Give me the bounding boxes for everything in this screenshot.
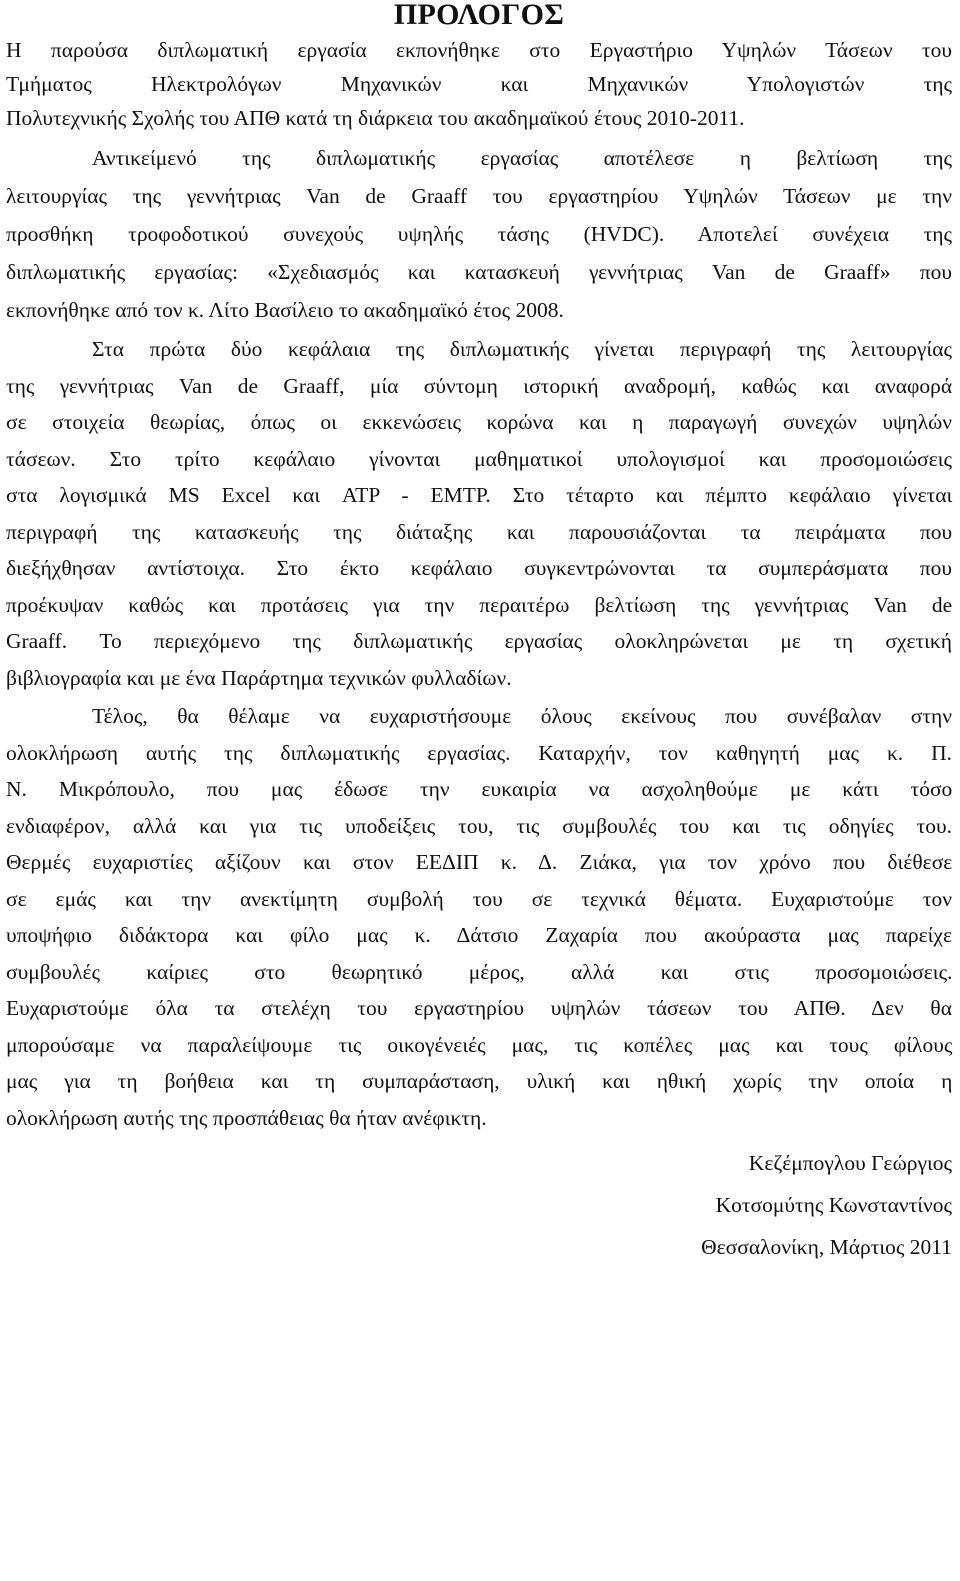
text-line: ενδιαφέρον, αλλά και για τις υποδείξεις του, τις συμβουλές του και τις οδηγίες του.	[6, 813, 952, 838]
document-page	[6, 0, 952, 1268]
text-line: Πολυτεχνικής Σχολής του ΑΠΘ κατά τη διάρκεια του ακαδημαϊκού έτους 2010-2011.	[6, 106, 745, 130]
author-name: Κοτσομύτης Κωνσταντίνος	[715, 1193, 952, 1217]
text-line: λειτουργίας της γεννήτριας Van de Graaff του εργαστηρίου Υψηλών Τάσεων με την	[6, 184, 952, 208]
author-name: Κεζέμπογλου Γεώργιος	[748, 1151, 952, 1175]
text-line: σε εμάς και την ανεκτίμητη συμβολή του σε τεχνικά θέματα. Ευχαριστούμε τον	[6, 886, 952, 911]
text-line: διεξήχθησαν αντίστοιχα. Στο έκτο κεφάλαιο συγκεντρώνονται τα συμπεράσματα που	[6, 556, 952, 580]
text-line: υποψήφιο διδάκτορα και φίλο μας κ. Δάτσιο Ζαχαρία που ακούραστα μας παρείχε	[6, 923, 952, 947]
signature-block	[6, 1142, 952, 1268]
text-line: εκπονήθηκε από τον κ. Λίτο Βασίλειο το ακαδημαϊκό έτος 2008.	[6, 298, 564, 322]
text-line: σε στοιχεία θεωρίας, όπως οι εκκενώσεις κορώνα και η παραγωγή συνεχών υψηλών	[6, 410, 952, 434]
text-line: προσθήκη τροφοδοτικού συνεχούς υψηλής τάσης (HVDC). Αποτελεί συνέχεια της	[6, 222, 952, 246]
text-line: μπορούσαμε να παραλείψουμε τις οικογένειές μας, τις κοπέλες μας και τους φίλους	[6, 1032, 953, 1057]
text-line: Στα πρώτα δύο κεφάλαια της διπλωματικής γίνεται περιγραφή της λειτουργίας	[92, 337, 952, 361]
text-line: τάσεων. Στο τρίτο κεφάλαιο γίνονται μαθηματικοί υπολογισμοί και προσομοιώσεις	[6, 446, 953, 471]
text-line: μας για τη βοήθεια και τη συμπαράσταση, υλική και ηθική χωρίς την οποία η	[6, 1069, 953, 1093]
text-line: διπλωματικής εργασίας: «Σχεδιασμός και κατασκευή γεννήτριας Van de Graaff» που	[6, 260, 952, 284]
text-line: ολοκλήρωση αυτής της διπλωματικής εργασίας. Καταρχήν, τον καθηγητή μας κ. Π.	[6, 740, 952, 765]
text-line: προέκυψαν καθώς και προτάσεις για την περαιτέρω βελτίωση της γεννήτριας Van de	[6, 592, 953, 617]
text-line: Graaff. Το περιεχόμενο της διπλωματικής εργασίας ολοκληρώνεται με τη σχετική	[6, 629, 953, 653]
text-line: Τέλος, θα θέλαμε να ευχαριστήσουμε όλους εκείνους που συνέβαλαν στην	[92, 704, 952, 728]
text-line: Ευχαριστούμε όλα τα στελέχη του εργαστηρίου υψηλών τάσεων του ΑΠΘ. Δεν θα	[6, 996, 952, 1020]
text-line: βιβλιογραφία και με ένα Παράρτημα τεχνικών φυλλαδίων.	[6, 665, 512, 690]
text-line: Ν. Μικρόπουλο, που μας έδωσε την ευκαιρία να ασχοληθούμε με κάτι τόσο	[6, 777, 953, 801]
text-line: της γεννήτριας Van de Graaff, μία σύντομη ιστορική αναδρομή, καθώς και αναφορά	[6, 373, 953, 398]
text-line: περιγραφή της κατασκευής της διάταξης και παρουσιάζονται τα πειράματα που	[6, 519, 953, 544]
text-line: Τμήματος Ηλεκτρολόγων Μηχανικών και Μηχανικών Υπολογιστών της	[6, 72, 952, 96]
page-title: ΠΡΟΛΟΓΟΣ	[393, 0, 565, 31]
text-line: ολοκλήρωση αυτής της προσπάθειας θα ήταν ανέφικτη.	[6, 1105, 487, 1130]
text-line: Θερμές ευχαριστίες αξίζουν και στον ΕΕΔΙΠ κ. Δ. Ζιάκα, για τον χρόνο που διέθεσε	[6, 850, 953, 874]
text-line: Αντικείμενό της διπλωματικής εργασίας αποτέλεσε η βελτίωση της	[92, 146, 952, 170]
paragraph-subject	[6, 139, 952, 329]
text-line: συμβουλές καίριες στο θεωρητικό μέρος, αλλά και στις προσομοιώσεις.	[6, 959, 953, 984]
place-date: Θεσσαλονίκη, Μάρτιος 2011	[701, 1235, 952, 1259]
text-line: στα λογισμικά MS Excel και ATP - EMTP. Στο τέταρτο και πέμπτο κεφάλαιο γίνεται	[6, 483, 953, 507]
paragraph-chapters	[6, 331, 952, 696]
paragraph-acknowledgements	[6, 698, 952, 1136]
paragraph-intro	[6, 33, 952, 135]
text-line: Η παρούσα διπλωματική εργασία εκπονήθηκε στο Εργαστήριο Υψηλών Τάσεων του	[6, 38, 952, 62]
